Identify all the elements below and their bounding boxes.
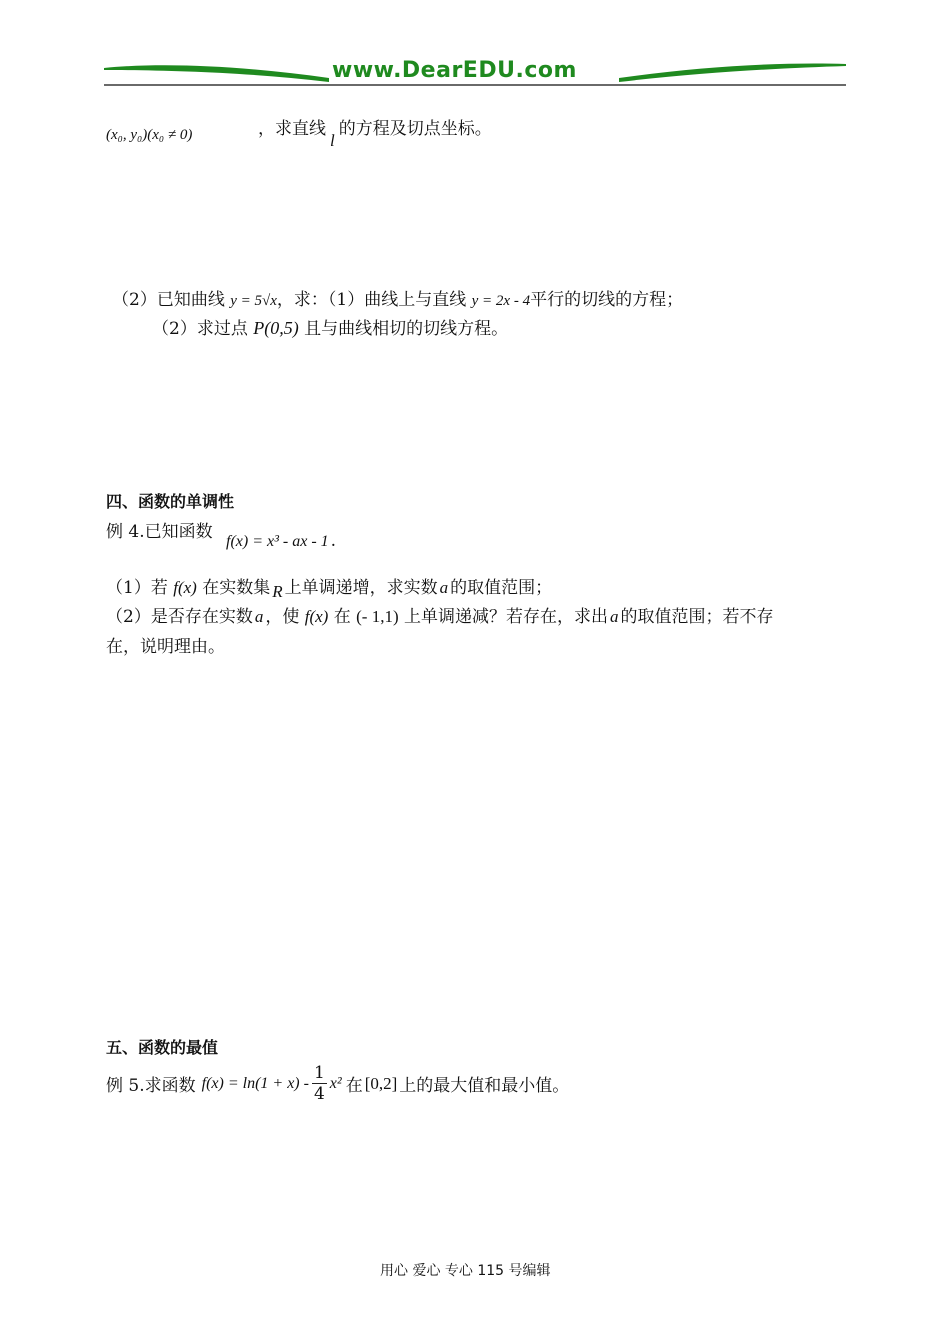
page-footer: 用心 爱心 专心 115 号编辑 [380,1263,551,1279]
example-5-label: 例 5.求函数 [106,1076,196,1096]
point-p: P(0,5) [253,318,299,338]
text-fragment: 在 [345,1076,363,1096]
text-fragment: 的方程及切点坐标。 [338,119,492,139]
text-fragment: 上单调递减？若存在，求出 [404,607,609,627]
text-fragment: （2）已知曲线 [112,290,225,310]
line-variable: l [330,131,335,150]
text-fragment: ，求：（1）曲线上与直线 [276,290,467,310]
fraction-denominator: 4 [313,1084,325,1104]
text-fragment: 平行的切线的方程； [530,290,684,310]
example-4-function [226,531,336,551]
text-fragment: ，求直线 [258,119,326,139]
set-R: R [272,582,283,601]
function-f: f(x) = ln(1 + x) - [201,1074,309,1092]
question-1 [106,573,553,601]
text-fragment: 且与曲线相切的切线方程。 [304,319,509,339]
problem-line-1 [106,124,192,144]
text-fragment: 的取值范围；若不存 [620,607,774,627]
text-fragment: ，使 [265,607,300,627]
text-fragment: 上单调递增，求实数 [284,578,438,598]
text-fragment: （2）求过点 [152,319,248,339]
text-fragment: 上的最大值和最小值。 [399,1076,570,1096]
problem-line-1-text [258,114,492,150]
text-fragment: （2）是否存在实数 [106,607,253,627]
curve-equation: y = 5√x [230,293,277,309]
line-equation: y = 2x - 4 [471,293,531,309]
variable-a: a [610,607,619,626]
interval: (- 1,1) [356,607,399,626]
question-2-continued: 在，说明理由。 [106,637,225,657]
fraction-numerator: 1 [313,1063,325,1083]
text-fragment: 在实数集 [202,578,271,598]
function-ref: f(x) [173,578,197,597]
point-condition: (x₀, y₀)(x₀ ≠ 0) [106,127,193,143]
section-5-title: 五、函数的最值 [106,1038,219,1057]
example-5 [106,1063,569,1104]
text-fragment: 的取值范围； [450,578,553,598]
function-ref: f(x) [304,607,329,626]
text-fragment: 在 [333,607,351,627]
text-fragment: . [330,531,337,551]
header-banner [104,56,846,90]
question-2 [106,602,774,627]
problem-line-3 [152,314,508,339]
section-4-title: 四、函数的单调性 [106,492,235,511]
banner-text[interactable]: www.DearEDU.com [332,58,577,83]
function-f: f(x) = x³ - ax - 1 [226,533,329,550]
text-fragment: （1）若 [106,578,168,598]
variable-a: a [254,607,264,626]
problem-line-2 [112,285,683,310]
interval: [0,2] [364,1073,398,1093]
variable-a: a [439,578,449,597]
fraction [312,1063,327,1104]
example-4-label: 例 4.已知函数 [106,522,213,542]
x-squared: x² [329,1074,342,1092]
